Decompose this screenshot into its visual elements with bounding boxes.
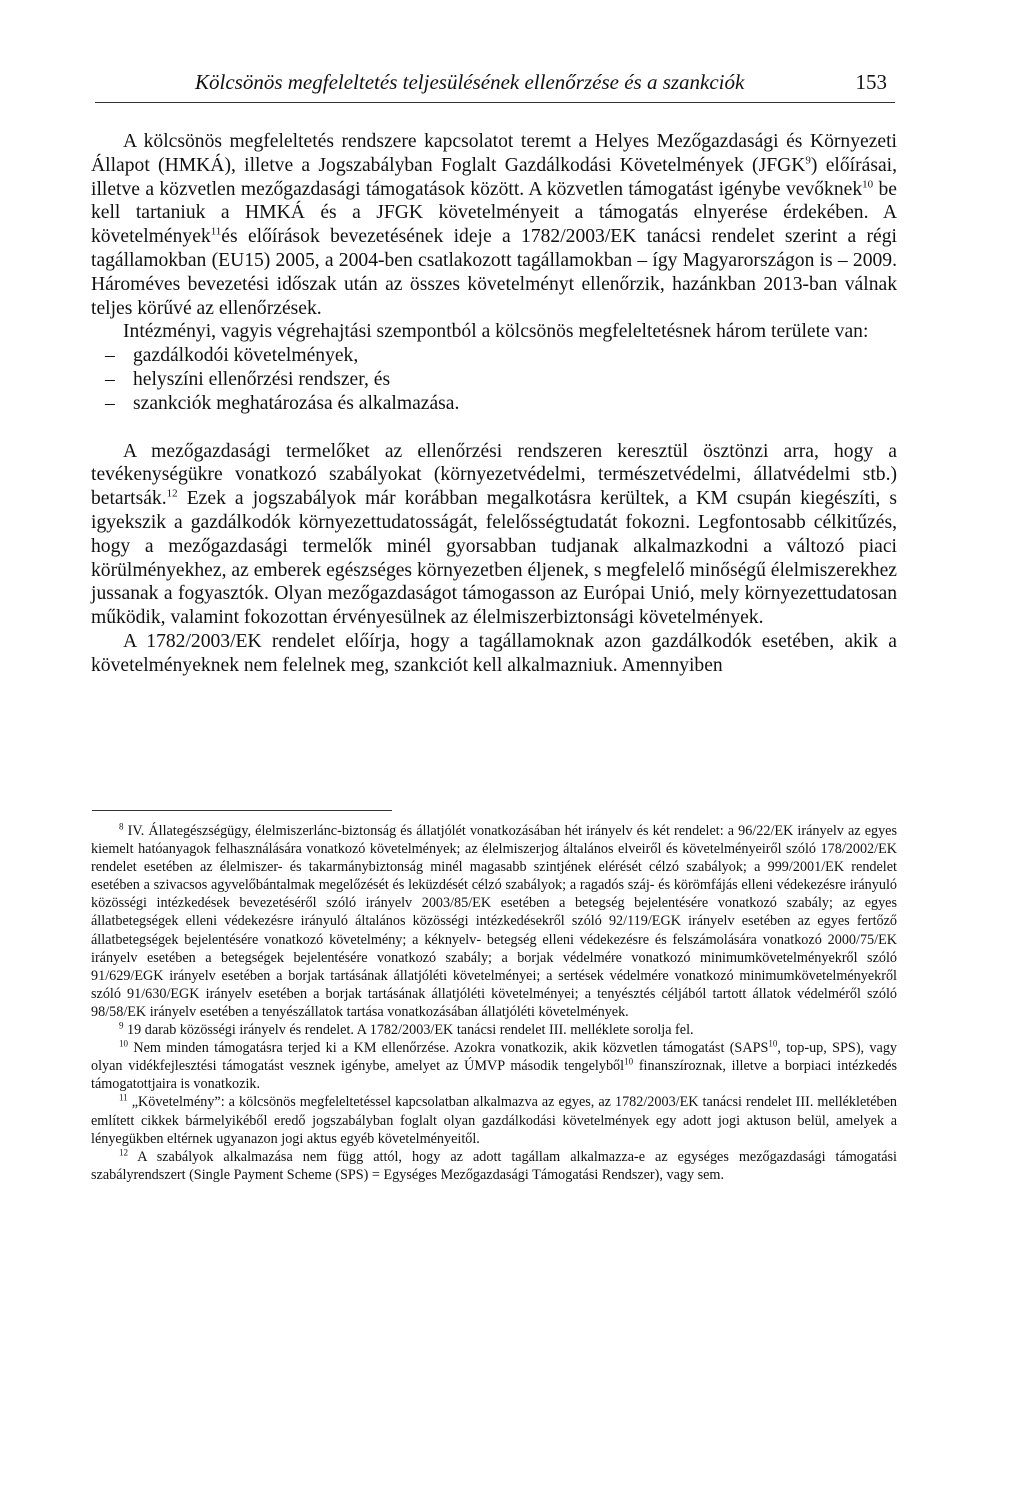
paragraph-3-text-b: Ezek a jogszabályok már korábban megalkotásra kerültek, a KM csupán kiegészíti, s igyekszik a gazdálkodók környezettudatosságát, felelősségtudatát fokozni. Legfontosabb célkitűzés, hogy a mezőgazdasági termelők minél gyorsabban tudjanak alkalmazkodni a változó piaci körülményekhez, az emberek egészséges környezetben éljenek, s megfelelő minőségű élelmiszerekhez jussanak a fogyasztók. Olyan mezőgazdaságot támogasson az Európai Unió, mely környezettudatosan működik, valamint fokozottan érvényesülnek az élelmiszerbiztonsági követelmények. <box>91 488 897 629</box>
footnote-text-c: finanszíroznak, illetve a borpiaci intézkedés támogatottjaira is vonatkozik. <box>91 1058 898 1093</box>
footnote-text: IV. Állategészségügy, élelmiszerlánc-biztonság és állatjólét vonatkozásában hét irányelv és két rendelet: a 96/22/EK irányelv az egyes kiemelt hatóanyagok felhasználására vonatkozó követelmények; az élelmiszerjog általános elveiről és követelményeiről szóló 178/2002/EK rendelet esetében az élelmiszer- és takarmánybiztonság minél magasabb szintjének elérését célzó szabályok; a 999/2001/EK rendelet esetében a szivacsos agyvelőbántalmak megelőzését és leküzdését célzó szabályok; a ragadós száj- és körömfájás elleni védekezésre irányuló közösségi intézkedések bevezetéséről szóló irányelv 2003/85/EK esetében a betegség bejelentésére vonatkozó szabály; az egyes állatbetegségek elleni védekezésre irányuló általános közösségi intézkedésekről szóló 92/119/EGK irányelv esetében az egyes fertőző állatbetegségek bejelentésére vonatkozó követelmény; a kéknyelv- betegség elleni védekezésre és felszámolására vonatkozó 2000/75/EK irányelv esetében a betegségek bejelentésére vonatkozó szabály; a borjak védelmére vonatkozó minimumkövetelményekről szóló 91/629/EGK irányelv esetében a borjak tartásának állatjóléti követelményei; a sertések védelmére vonatkozó minimumkövetelményekről szóló 91/630/EGK irányelv esetében a borjak tartásának állatjóléti követelményei; a tenyésztés céljából tartott állatok védelméről szóló 98/58/EK irányelv esetében a tenyészállatok tartása vonatkozásában állatjóléti követelmények. <box>91 823 897 1020</box>
paragraph-1 <box>91 130 897 320</box>
list-item <box>91 344 897 368</box>
area-list <box>91 344 897 415</box>
running-header <box>95 62 895 103</box>
footnotes <box>91 822 897 1184</box>
dash-bullet: – <box>105 392 115 414</box>
footnote-separator <box>92 810 392 811</box>
paragraph-1-text-b: ) előírásai, illetve a közvetlen mezőgazdasági támogatások között. A közvetlen támogatást igénybe vevőknek <box>91 154 897 200</box>
footnote-text-b: , top-up, SPS), vagy olyan vidékfejlesztési támogatást vesznek igénybe, amelyet az ÚMVP második tengelyből <box>91 1040 898 1075</box>
footnote-text: A szabályok alkalmazása nem függ attól, hogy az adott tagállam alkalmazza-e az egységes mezőgazdasági támogatási szabályrendszert (Single Payment Scheme (SPS) = Egységes Mezőgazdasági Támogatási Rendszer), vagy sem. <box>91 1148 897 1183</box>
footnote-number: 8 <box>119 821 124 832</box>
main-text <box>91 130 897 678</box>
footnote-9 <box>91 1021 897 1039</box>
footnote-number: 9 <box>119 1020 124 1031</box>
paragraph-1-text-a: A kölcsönös megfeleltetés rendszere kapcsolatot teremt a Helyes Mezőgazdasági és Környezeti Állapot (HMKÁ), illetve a Jogszabályban Foglalt Gazdálkodási Követelmények (JFGK <box>91 131 897 176</box>
footnote-inline-sup: 10 <box>768 1038 778 1049</box>
dash-bullet: – <box>105 368 115 390</box>
list-item <box>91 392 897 416</box>
footnote-text: 19 darab közösségi irányelv és rendelet. A 1782/2003/EK tanácsi rendelet III. melléklete sorolja fel. <box>123 1022 694 1039</box>
page-number: 153 <box>855 70 887 94</box>
list-item-text: szankciók meghatározása és alkalmazása. <box>133 392 460 414</box>
paragraph-3 <box>91 440 897 630</box>
footnote-number: 11 <box>119 1092 128 1103</box>
footnote-inline-sup: 10 <box>624 1056 634 1067</box>
footnote-11 <box>91 1093 897 1147</box>
footnote-ref-11: 11 <box>210 225 222 238</box>
paragraph-1-text-d: és előírások bevezetésének ideje a 1782/2003/EK tanácsi rendelet szerint a régi tagállamokban (EU15) 2005, a 2004-ben csatlakozott tagállamokban – így Magyarországon is – 2009. Hároméves bevezetési időszak után az összes követelményt ellenőrzik, hazánkban 2013-ban válnak teljes körűvé az ellenőrzések. <box>91 226 897 319</box>
paragraph-4: A 1782/2003/EK rendelet előírja, hogy a tagállamoknak azon gazdálkodók esetében, akik a követelményeknek nem felelnek meg, szankciót kell alkalmazniuk. Amennyiben <box>91 630 897 676</box>
footnote-number: 10 <box>119 1038 128 1049</box>
footnote-12 <box>91 1148 897 1184</box>
list-item-text: gazdálkodói követelmények, <box>133 345 359 367</box>
footnote-text-a: Nem minden támogatásra terjed ki a KM ellenőrzése. Azokra vonatkozik, akik közvetlen támogatást (SAPS <box>128 1040 769 1057</box>
paragraph-1-text-c: be kell tartaniuk a HMKÁ és a JFGK követelményeit a támogatás elnyerése érdekében. A követelmények <box>91 178 898 248</box>
paragraph-2: Intézményi, vagyis végrehajtási szempontból a kölcsönös megfeleltetésnek három területe van: <box>123 321 869 343</box>
footnote-10 <box>91 1039 897 1093</box>
footnote-8 <box>91 822 897 1021</box>
running-title: Kölcsönös megfeleltetés teljesülésének ellenőrzése és a szankciók <box>195 70 745 94</box>
footnote-ref-9: 9 <box>805 154 811 167</box>
footnote-number: 12 <box>119 1146 128 1157</box>
footnote-ref-12: 12 <box>166 487 178 500</box>
footnote-ref-10: 10 <box>862 178 874 191</box>
list-item-text: helyszíni ellenőrzési rendszer, és <box>133 368 391 390</box>
paragraph-3-text-a: A mezőgazdasági termelőket az ellenőrzési rendszeren keresztül ösztönzi arra, hogy a tevékenységükre vonatkozó szabályokat (környezetvédelmi, természetvédelmi, állatvédelmi stb.) betartsák. <box>91 440 897 510</box>
list-item <box>91 368 897 392</box>
dash-bullet: – <box>105 345 115 367</box>
footnote-text: „Követelmény”: a kölcsönös megfeleltetéssel kapcsolatban alkalmazva az egyes, az 1782/2003/EK tanácsi rendelet III. mellékletében említett cikkek bármelyikéből eredő jogszabályban foglalt olyan gazdálkodási követelmények egy adott jogi aktuson belül, amelyek a lényegükben eltérnek ugyanazon jogi aktus egyéb követelményeitől. <box>91 1094 897 1147</box>
